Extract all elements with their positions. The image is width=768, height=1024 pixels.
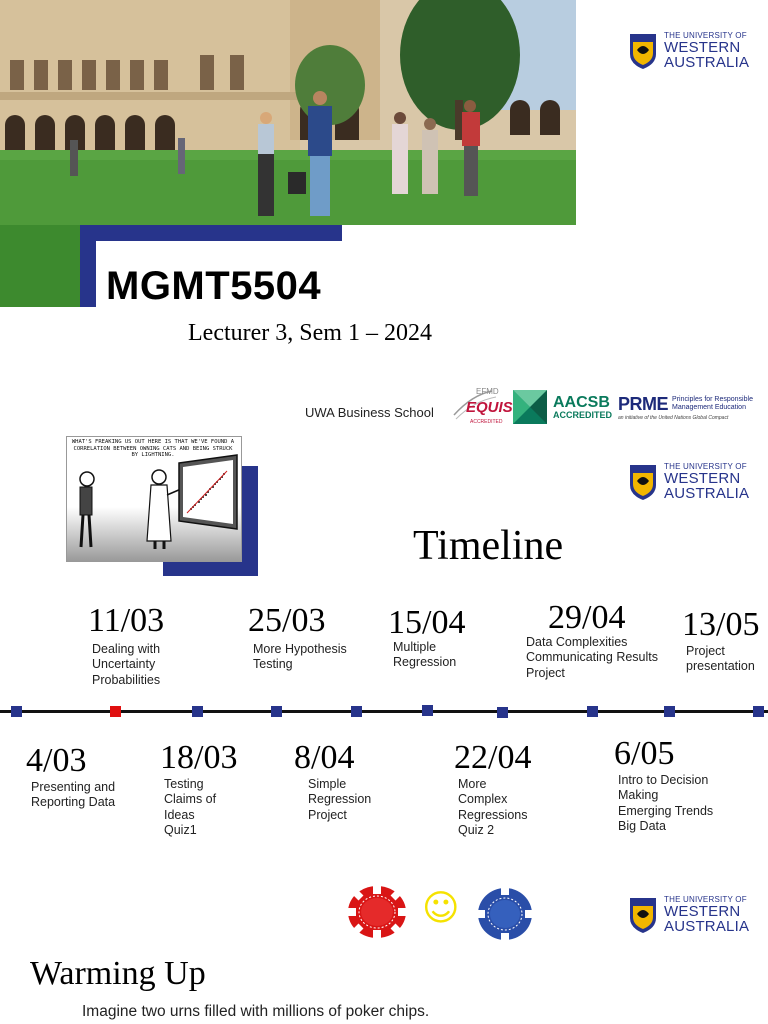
- timeline-marker: [497, 707, 508, 718]
- uwa-logo: [628, 896, 749, 934]
- uwa-crest-icon: [628, 896, 658, 934]
- uwa-logo-line1: WESTERN: [664, 39, 741, 56]
- timeline-date: 25/03: [248, 602, 326, 639]
- prme-desc-line1: Principles for Responsible: [672, 396, 753, 404]
- accent-bar: [80, 225, 342, 241]
- timeline-item-top: [248, 602, 347, 673]
- accreditation-logos: [452, 385, 753, 429]
- uwa-logo-small-text: THE UNIVERSITY OF: [664, 31, 747, 40]
- timeline-marker: [351, 706, 362, 717]
- timeline-date: 8/04: [294, 739, 355, 776]
- uwa-logo-line2: AUSTRALIA: [664, 918, 750, 935]
- timeline-desc: More Hypothesis Testing: [253, 642, 347, 672]
- timeline-item-bottom: [160, 739, 237, 838]
- business-school-label: UWA Business School: [305, 405, 434, 420]
- uwa-logo-line2: AUSTRALIA: [664, 54, 750, 71]
- timeline-item-top: [526, 599, 658, 681]
- equis-sub-label: ACCREDITED: [470, 419, 503, 425]
- uwa-logo-small-text: THE UNIVERSITY OF: [664, 462, 747, 471]
- uwa-logo: [628, 32, 749, 70]
- prme-desc-line2: Management Education: [672, 404, 746, 411]
- cartoon-drawing-icon: [67, 437, 241, 561]
- timeline-desc: Testing Claims of Ideas Quiz1: [164, 777, 217, 837]
- uwa-crest-icon: [628, 463, 658, 501]
- timeline-item-bottom: [26, 742, 115, 811]
- timeline-marker: [11, 706, 22, 717]
- timeline-item-bottom: [454, 739, 531, 838]
- warming-up-text: Imagine two urns filled with millions of poker chips.: [82, 1003, 430, 1020]
- prme-footnote: an initiative of the United Nations Global Compact: [618, 414, 729, 421]
- timeline-marker: [271, 706, 282, 717]
- prme-label: PRME: [618, 393, 669, 414]
- lecturer-subtitle: Lecturer 3, Sem 1 – 2024: [188, 320, 432, 346]
- equis-label: EQUIS: [466, 399, 513, 416]
- red-poker-chip-icon: [346, 884, 408, 940]
- timeline-desc: Intro to Decision Making Emerging Trends Big Data: [618, 773, 714, 833]
- timeline-item-top: [388, 604, 465, 671]
- timeline-item-top: [682, 606, 768, 675]
- photo-lawn-strip: [0, 225, 80, 307]
- uwa-crest-icon: [628, 32, 658, 70]
- timeline-desc: Presenting and Reporting Data: [31, 780, 116, 810]
- campus-photo: [0, 0, 576, 225]
- timeline-date: 15/04: [388, 604, 466, 641]
- timeline-desc: Data Complexities Communicating Results Project: [526, 635, 658, 680]
- uwa-logo-small-text: THE UNIVERSITY OF: [664, 895, 747, 904]
- timeline-item-bottom: [294, 739, 371, 823]
- cartoon-caption: WHAT'S FREAKING US OUT HERE IS THAT WE'VE FOUND A CORRELATION BETWEEN OWNING CATS AND BEING STRUCK BY LIGHTNING.: [71, 439, 235, 459]
- correlation-cartoon: [66, 436, 242, 562]
- timeline-marker: [753, 706, 764, 717]
- timeline-marker: [192, 706, 203, 717]
- accent-bar-vertical: [80, 225, 96, 307]
- equis-logo: [452, 385, 513, 429]
- timeline-date: 4/03: [26, 742, 87, 779]
- timeline-marker: [587, 706, 598, 717]
- timeline-desc: Multiple Regression: [393, 640, 457, 670]
- uwa-logo-line2: AUSTRALIA: [664, 485, 750, 502]
- timeline-marker-current: [110, 706, 121, 717]
- timeline-desc: Simple Regression Project: [308, 777, 372, 822]
- timeline-marker: [664, 706, 675, 717]
- timeline-date: 11/03: [88, 602, 165, 639]
- aacsb-label: AACSB: [553, 393, 610, 411]
- aacsb-logo: [553, 395, 612, 420]
- uwa-logo-line1: WESTERN: [664, 470, 741, 487]
- timeline-desc: Project presentation: [686, 644, 755, 674]
- timeline-item-top: [88, 602, 164, 688]
- timeline-desc: More Complex Regressions Quiz 2: [458, 777, 528, 837]
- timeline-date: 29/04: [548, 599, 626, 636]
- timeline-date: 18/03: [160, 739, 238, 776]
- timeline-title: Timeline: [413, 523, 564, 569]
- aacsb-sub-label: ACCREDITED: [553, 409, 613, 420]
- blue-poker-chip-icon: [476, 886, 534, 942]
- timeline-date: 6/05: [614, 735, 675, 772]
- prme-logo: [618, 394, 753, 421]
- uwa-logo: [628, 463, 749, 501]
- efmd-label: EFMD: [476, 387, 499, 396]
- timeline-item-bottom: [614, 735, 713, 834]
- timeline-date: 13/05: [682, 606, 760, 643]
- course-code: MGMT5504: [106, 264, 322, 308]
- warming-up-title: Warming Up: [30, 955, 206, 992]
- uwa-logo-line1: WESTERN: [664, 903, 741, 920]
- smiley-icon: ☺: [422, 888, 460, 929]
- timeline-date: 22/04: [454, 739, 532, 776]
- aacsb-icon: [513, 390, 547, 424]
- timeline-desc: Dealing with Uncertainty Probabilities: [92, 642, 161, 687]
- timeline-marker: [422, 705, 433, 716]
